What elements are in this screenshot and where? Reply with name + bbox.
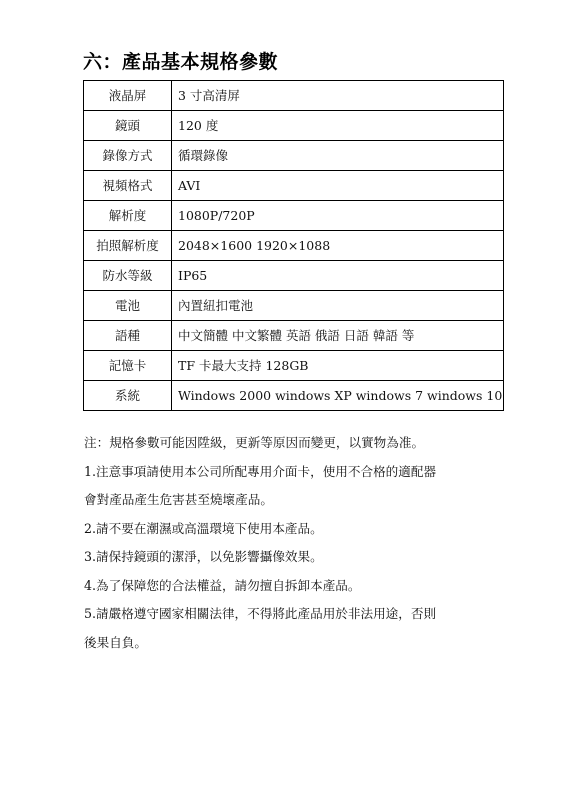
note-line: 注：規格參數可能因陞級，更新等原因而變更，以實物為准。 [84, 435, 425, 450]
notes-section [84, 433, 504, 661]
spec-label: 拍照解析度 [84, 231, 172, 261]
note-line: 1.注意事項請使用本公司所配專用介面卡，使用不合格的適配器 [84, 463, 437, 479]
spec-value: 內置紐扣電池 [172, 291, 504, 321]
spec-label: 防水等級 [84, 261, 172, 291]
spec-value: Windows 2000 windows XP windows 7 windows 10 [172, 381, 504, 411]
section-title: 六：產品基本規格參數 [83, 51, 279, 73]
spec-label: 錄像方式 [84, 141, 172, 171]
table-row [84, 231, 504, 261]
note-line: 4.為了保障您的合法權益，請勿擅自拆卸本產品。 [84, 577, 361, 593]
note-line: 3.請保持鏡頭的潔淨，以免影響攝像效果。 [84, 549, 323, 564]
table-row [84, 261, 504, 291]
table-row [84, 291, 504, 321]
spec-label: 記憶卡 [84, 351, 172, 381]
spec-table [83, 80, 504, 411]
spec-label: 系統 [84, 381, 172, 411]
spec-label: 解析度 [84, 201, 172, 231]
spec-label: 鏡頭 [84, 111, 172, 141]
spec-value: 3 寸高清屏 [172, 81, 504, 111]
spec-label: 液晶屏 [84, 81, 172, 111]
table-row [84, 81, 504, 111]
table-row [84, 321, 504, 351]
spec-value: IP65 [172, 261, 504, 291]
note-line: 會對產品產生危害甚至燒壞產品。 [84, 492, 273, 507]
table-row [84, 381, 504, 411]
table-row [84, 141, 504, 171]
spec-value: TF 卡最大支持 128GB [172, 351, 504, 381]
spec-value: 120 度 [172, 111, 504, 141]
table-row [84, 111, 504, 141]
note-line: 5.請嚴格遵守國家相關法律，不得將此產品用於非法用途，否則 [84, 606, 437, 621]
note-line: 2.請不要在潮濕或高溫環境下使用本產品。 [84, 520, 323, 536]
spec-value: 1080P/720P [172, 201, 504, 231]
table-row [84, 201, 504, 231]
note-line: 後果自負。 [84, 634, 147, 650]
spec-value: 中文簡體 中文繁體 英語 俄語 日語 韓語 等 [172, 321, 504, 351]
table-row [84, 171, 504, 201]
table-row [84, 351, 504, 381]
spec-label: 視頻格式 [84, 171, 172, 201]
spec-value: 2048×1600 1920×1088 [172, 231, 504, 261]
spec-label: 電池 [84, 291, 172, 321]
spec-value: 循環錄像 [172, 141, 504, 171]
spec-label: 語種 [84, 321, 172, 351]
spec-value: AVI [172, 171, 504, 201]
